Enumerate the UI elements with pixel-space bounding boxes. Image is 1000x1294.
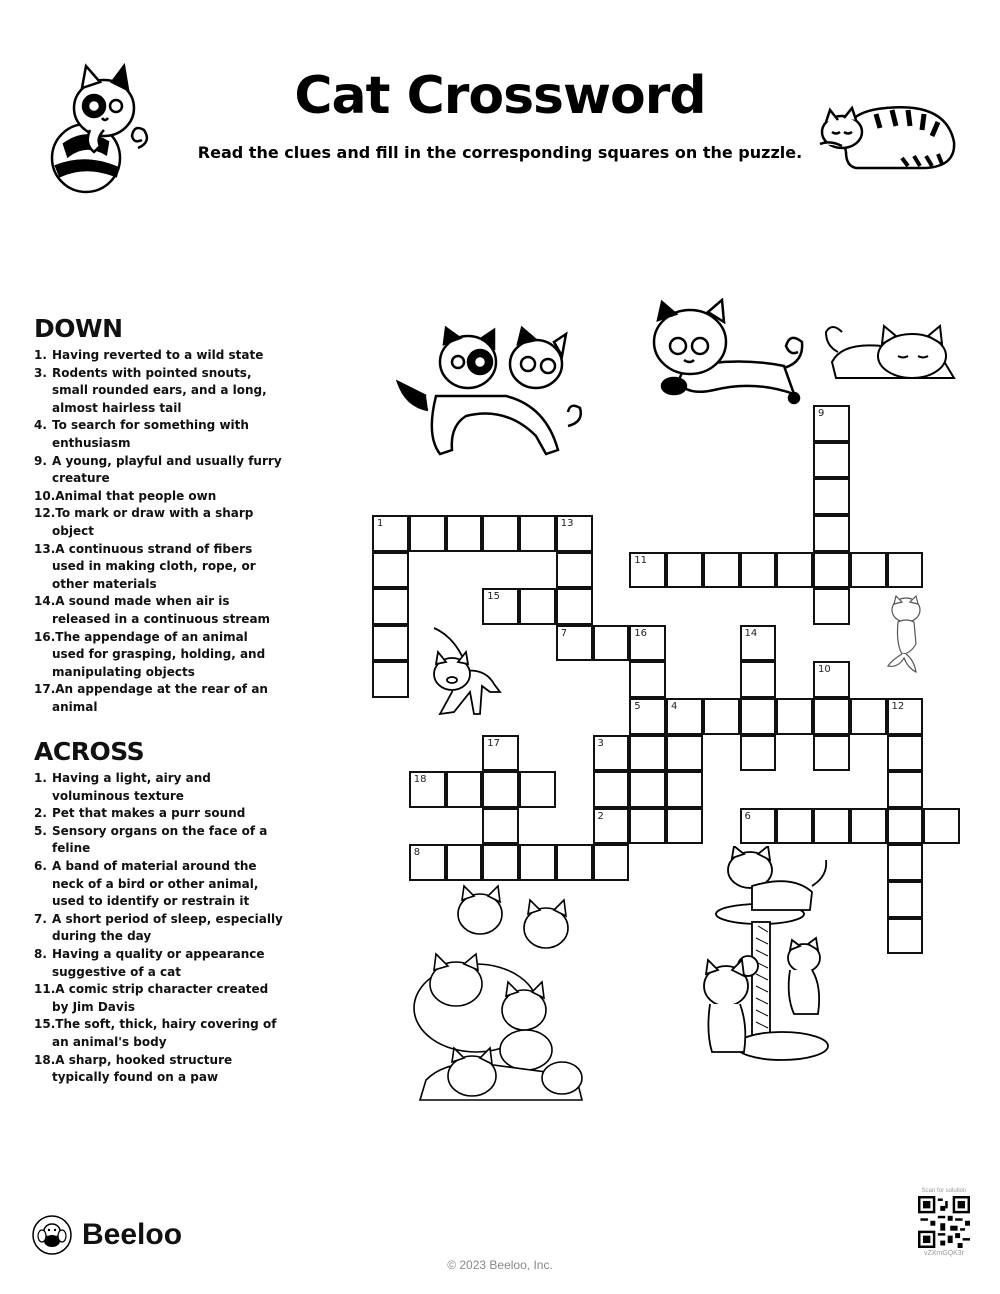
across-heading: ACROSS <box>34 737 145 766</box>
grid-cell[interactable] <box>813 478 850 515</box>
grid-cell[interactable] <box>482 735 519 772</box>
two-cats-hugging-illustration <box>396 326 616 466</box>
grid-cell[interactable] <box>740 625 777 662</box>
clue-down-4: 4. To search for something with enthusiasm <box>34 418 249 450</box>
clue-number: 16 <box>634 627 647 639</box>
cat-tree-illustration <box>682 846 850 1072</box>
grid-cell[interactable] <box>813 552 850 589</box>
grid-cell[interactable] <box>850 808 887 845</box>
clue-number: 6 <box>744 810 751 822</box>
grid-cell[interactable] <box>666 698 703 735</box>
grid-cell[interactable] <box>519 771 556 808</box>
bee-logo-icon <box>32 1214 72 1256</box>
grid-cell[interactable] <box>629 698 666 735</box>
grid-cell[interactable] <box>372 588 409 625</box>
grid-cell[interactable] <box>923 808 960 845</box>
grid-cell[interactable] <box>703 698 740 735</box>
clue-number: 17 <box>487 737 500 749</box>
grid-cell[interactable] <box>740 808 777 845</box>
clue-number: 2 <box>597 810 604 822</box>
grid-cell[interactable] <box>482 588 519 625</box>
down-heading: DOWN <box>34 314 123 343</box>
walking-cat-illustration <box>424 626 508 724</box>
grid-cell[interactable] <box>776 808 813 845</box>
clue-down-14: 14.A sound made when air is released in a continuous stream <box>34 594 271 626</box>
grid-cell[interactable] <box>482 771 519 808</box>
grid-cell[interactable] <box>740 552 777 589</box>
grid-cell[interactable] <box>482 844 519 881</box>
grid-cell[interactable] <box>593 735 630 772</box>
grid-cell[interactable] <box>556 625 593 662</box>
clue-number: 5 <box>634 701 641 712</box>
grid-cell[interactable] <box>703 552 740 589</box>
clue-number: 9 <box>818 408 825 420</box>
clue-across-8: 8. Having a quality or appearance suggestive of a cat <box>34 946 265 979</box>
grid-cell[interactable] <box>813 588 850 625</box>
grid-cell[interactable] <box>409 515 446 552</box>
leaping-cat-illustration <box>644 298 816 406</box>
clue-across-5: 5. Sensory organs on the face of a feline <box>34 823 268 856</box>
grid-cell[interactable] <box>887 735 924 772</box>
grid-cell[interactable] <box>887 771 924 808</box>
brand-name: Beeloo <box>82 1218 183 1251</box>
clue-number: 15 <box>487 591 500 603</box>
mermaid-cat-illustration <box>884 594 930 674</box>
grid-cell[interactable] <box>409 771 446 808</box>
grid-cell[interactable] <box>556 844 593 881</box>
clue-down-17: 17.An appendage at the rear of an animal <box>34 682 268 714</box>
clue-number: 13 <box>560 518 574 529</box>
grid-cell[interactable] <box>850 698 887 735</box>
grid-cell[interactable] <box>887 552 924 589</box>
clue-down-16: 16.The appendage of an animal used for grasping, holding, and manipulating objects <box>34 629 266 679</box>
grid-cell[interactable] <box>446 515 483 552</box>
grid-cell[interactable] <box>887 881 924 918</box>
grid-cell[interactable] <box>372 625 409 662</box>
grid-cell[interactable] <box>629 771 666 808</box>
sleeping-striped-cat-illustration <box>816 92 958 174</box>
clue-across-2: 2. Pet that makes a purr sound <box>34 806 246 821</box>
qr-code-label: vZXmGQK3r <box>923 1250 965 1257</box>
clue-number: 3 <box>597 737 604 749</box>
grid-cell[interactable] <box>593 771 630 808</box>
pile-of-cats-illustration <box>406 880 596 1104</box>
grid-cell[interactable] <box>740 698 777 735</box>
clue-number: 11 <box>634 554 647 566</box>
qr-caption: Scan for solution <box>921 1188 967 1194</box>
clue-number: 18 <box>413 774 427 786</box>
grid-cell[interactable] <box>519 515 556 552</box>
grid-cell[interactable] <box>372 515 409 552</box>
beeloo-logo <box>32 1214 182 1256</box>
copyright: © 2023 Beeloo, Inc. <box>447 1258 553 1272</box>
grid-cell[interactable] <box>666 735 703 772</box>
clue-across-18: 18.A sharp, hooked structure typically found on a paw <box>34 1052 233 1085</box>
grid-cell[interactable] <box>887 808 924 845</box>
grid-cell[interactable] <box>813 808 850 845</box>
qr-code-icon <box>918 1196 970 1248</box>
grid-cell[interactable] <box>850 552 887 589</box>
across-clues <box>34 737 284 1087</box>
grid-cell[interactable] <box>482 808 519 845</box>
clue-across-6: 6. A band of material around the neck of a bird or other animal, used to identify or restrain it <box>34 858 259 909</box>
clue-number: 12 <box>891 701 905 712</box>
grid-cell[interactable] <box>629 661 666 698</box>
clue-number: 14 <box>744 627 758 639</box>
grid-cell[interactable] <box>519 844 556 881</box>
grid-cell[interactable] <box>813 442 850 479</box>
grid-cell[interactable] <box>813 698 850 735</box>
clue-down-1: 1. Having reverted to a wild state <box>34 348 264 362</box>
grid-cell[interactable] <box>372 552 409 589</box>
grid-cell[interactable] <box>629 552 666 589</box>
grid-cell[interactable] <box>666 771 703 808</box>
grid-cell[interactable] <box>556 552 593 589</box>
clue-down-13: 13.A continuous strand of fibers used in making cloth, rope, or other materials <box>34 541 256 591</box>
solution-qr[interactable] <box>912 1188 976 1257</box>
grid-cell[interactable] <box>740 661 777 698</box>
clue-number: 1 <box>377 518 384 529</box>
sleeping-cat-illustration <box>822 322 962 382</box>
clue-number: 10 <box>818 664 831 676</box>
grid-cell[interactable] <box>887 918 924 955</box>
clue-number: 4 <box>671 701 678 712</box>
down-clues <box>34 314 284 716</box>
grid-cell[interactable] <box>409 844 446 881</box>
grid-cell[interactable] <box>740 735 777 772</box>
grid-cell[interactable] <box>629 808 666 845</box>
grid-cell[interactable] <box>446 771 483 808</box>
page-subtitle: Read the clues and fill in the corresponding squares on the puzzle. <box>197 143 803 162</box>
grid-cell[interactable] <box>813 735 850 772</box>
clue-down-12: 12.To mark or draw with a sharp object <box>34 506 254 538</box>
grid-cell[interactable] <box>776 698 813 735</box>
grid-cell[interactable] <box>813 515 850 552</box>
grid-cell[interactable] <box>629 625 666 662</box>
clue-across-15: 15.The soft, thick, hairy covering of an animal's body <box>34 1017 277 1049</box>
grid-cell[interactable] <box>556 588 593 625</box>
clue-down-10: 10.Animal that people own <box>34 488 217 503</box>
clue-number: 7 <box>560 627 568 639</box>
grid-cell[interactable] <box>666 552 703 589</box>
grid-cell[interactable] <box>482 515 519 552</box>
grid-cell[interactable] <box>887 844 924 881</box>
clue-across-11: 11.A comic strip character created by Jim Davis <box>34 982 269 1014</box>
grid-cell[interactable] <box>813 661 850 698</box>
clue-down-3: 3. Rodents with pointed snouts, small rounded ears, and a long, almost hairless tail <box>34 365 267 415</box>
page-title: Cat Crossword <box>294 66 706 126</box>
cat-with-ball-illustration <box>46 58 166 196</box>
grid-cell[interactable] <box>372 661 409 698</box>
grid-cell[interactable] <box>813 405 850 442</box>
grid-cell[interactable] <box>593 808 630 845</box>
grid-cell[interactable] <box>776 552 813 589</box>
grid-cell[interactable] <box>519 588 556 625</box>
grid-cell[interactable] <box>446 844 483 881</box>
clue-across-1: 1. Having a light, airy and voluminous texture <box>34 771 211 803</box>
grid-cell[interactable] <box>629 735 666 772</box>
grid-cell[interactable] <box>887 698 924 735</box>
grid-cell[interactable] <box>666 808 703 845</box>
clue-across-7: 7. A short period of sleep, especially during the day <box>34 911 283 944</box>
grid-cell[interactable] <box>556 515 593 552</box>
grid-cell[interactable] <box>593 844 630 881</box>
clue-down-9: 9. A young, playful and usually furry creature <box>34 453 282 486</box>
clue-number: 8 <box>413 847 421 859</box>
grid-cell[interactable] <box>593 625 630 662</box>
